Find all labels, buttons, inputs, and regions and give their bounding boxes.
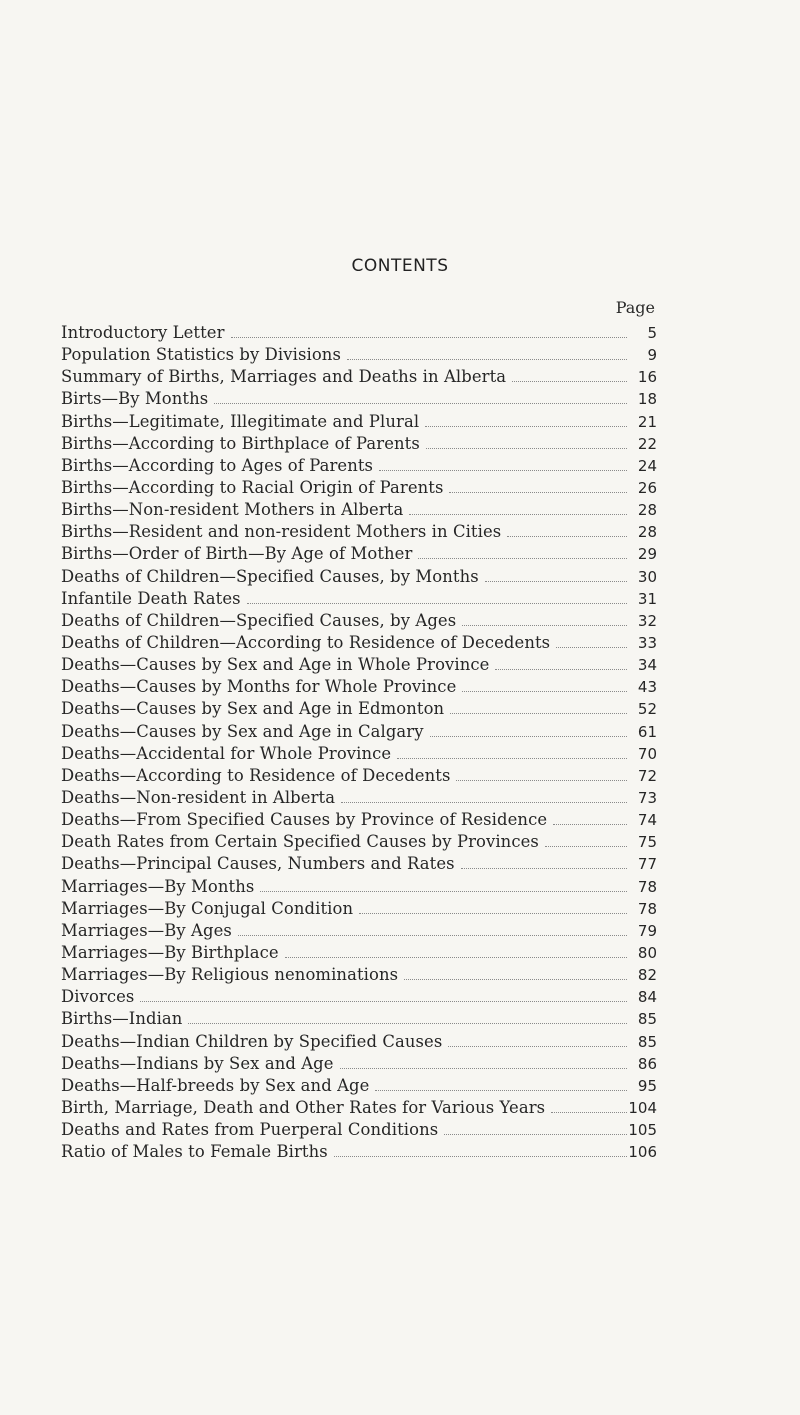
toc-entry-title: Summary of Births, Marriages and Deaths in Alberta xyxy=(61,367,507,387)
toc-entry-title: Deaths—Accidental for Whole Province xyxy=(61,743,392,763)
toc-entry-title: Marriages—By Ages xyxy=(61,920,232,940)
toc-entry-title: Deaths—Half-breeds by Sex and Age xyxy=(61,1075,370,1095)
dot-leader xyxy=(260,891,627,892)
toc-entry-title: Death Rates from Certain Specified Causes by Provinces xyxy=(61,832,539,852)
toc-entry xyxy=(61,521,657,543)
toc-entry xyxy=(61,477,657,499)
toc-entry-page-number: 86 xyxy=(637,1054,657,1073)
toc-entry xyxy=(61,1097,657,1119)
dot-leader xyxy=(188,1023,627,1024)
toc-entry xyxy=(61,743,657,765)
toc-entry xyxy=(61,1008,657,1030)
dot-leader xyxy=(340,1068,627,1069)
toc-entry-title: Births—Legitimate, Illegitimate and Plural xyxy=(61,411,420,431)
toc-entry-page-number: 74 xyxy=(637,811,657,830)
dot-leader xyxy=(551,1112,627,1113)
dot-leader xyxy=(285,957,627,958)
toc-entry-title: Marriages—By Months xyxy=(61,876,255,896)
dot-leader xyxy=(341,802,627,803)
dot-leader xyxy=(462,625,627,626)
toc-entry xyxy=(61,831,657,853)
toc-entry xyxy=(61,676,657,698)
toc-entry xyxy=(61,366,657,388)
toc-entry-title: Infantile Death Rates xyxy=(61,588,241,608)
toc-entry-title: Deaths of Children—Specified Causes, by Ages xyxy=(61,610,457,630)
toc-entry-title: Births—Order of Birth—By Age of Mother xyxy=(61,544,413,564)
toc-entry xyxy=(61,433,657,455)
toc-entry-page-number: 21 xyxy=(637,412,657,431)
toc-entry xyxy=(61,1031,657,1053)
toc-entry-page-number: 73 xyxy=(637,788,657,807)
toc-entry-page-number: 34 xyxy=(637,656,657,675)
table-of-contents xyxy=(61,322,657,1163)
toc-entry xyxy=(61,1075,657,1097)
toc-entry xyxy=(61,455,657,477)
toc-entry xyxy=(61,986,657,1008)
toc-entry-page-number: 85 xyxy=(637,1010,657,1029)
dot-leader xyxy=(450,713,627,714)
dot-leader xyxy=(461,868,627,869)
dot-leader xyxy=(449,492,627,493)
toc-entry-page-number: 61 xyxy=(637,722,657,741)
toc-entry-title: Marriages—By Birthplace xyxy=(61,942,279,962)
page-column-header: Page xyxy=(615,298,655,317)
toc-entry-title: Deaths of Children—Specified Causes, by Months xyxy=(61,566,479,586)
toc-entry-title: Deaths—Indian Children by Specified Causes xyxy=(61,1031,443,1051)
dot-leader xyxy=(462,691,627,692)
toc-entry-page-number: 18 xyxy=(637,390,657,409)
toc-entry-page-number: 9 xyxy=(647,346,657,365)
dot-leader xyxy=(404,979,627,980)
toc-entry-title: Deaths—Indians by Sex and Age xyxy=(61,1053,334,1073)
toc-entry-page-number: 78 xyxy=(637,899,657,918)
toc-entry-page-number: 82 xyxy=(637,966,657,985)
toc-entry-title: Deaths of Children—According to Residence of Decedents xyxy=(61,632,551,652)
dot-leader xyxy=(375,1090,627,1091)
toc-entry-title: Deaths—From Specified Causes by Province of Residence xyxy=(61,810,548,830)
toc-entry-page-number: 106 xyxy=(628,1143,657,1162)
toc-entry-title: Births—According to Birthplace of Parents xyxy=(61,433,420,453)
toc-entry-title: Marriages—By Religious nenominations xyxy=(61,965,399,985)
toc-entry-page-number: 80 xyxy=(637,943,657,962)
dot-leader xyxy=(444,1134,627,1135)
dot-leader xyxy=(512,381,627,382)
toc-entry-title: Deaths and Rates from Puerperal Conditions xyxy=(61,1120,439,1140)
toc-entry xyxy=(61,388,657,410)
toc-entry-title: Births—Non-resident Mothers in Alberta xyxy=(61,500,404,520)
toc-entry xyxy=(61,721,657,743)
toc-entry-page-number: 105 xyxy=(628,1121,657,1140)
toc-entry xyxy=(61,765,657,787)
toc-entry xyxy=(61,920,657,942)
toc-entry-page-number: 70 xyxy=(637,744,657,763)
dot-leader xyxy=(430,736,627,737)
dot-leader xyxy=(238,935,627,936)
toc-entry-page-number: 104 xyxy=(628,1098,657,1117)
toc-entry xyxy=(61,876,657,898)
dot-leader xyxy=(495,669,627,670)
toc-entry-page-number: 72 xyxy=(637,766,657,785)
toc-entry xyxy=(61,1053,657,1075)
dot-leader xyxy=(456,780,627,781)
toc-entry-page-number: 52 xyxy=(637,700,657,719)
toc-entry xyxy=(61,411,657,433)
toc-entry-title: Births—According to Racial Origin of Parents xyxy=(61,477,444,497)
toc-entry-title: Birth, Marriage, Death and Other Rates for Various Years xyxy=(61,1097,546,1117)
toc-entry xyxy=(61,698,657,720)
toc-entry-page-number: 22 xyxy=(637,434,657,453)
dot-leader xyxy=(247,603,627,604)
dot-leader xyxy=(347,359,627,360)
dot-leader xyxy=(334,1156,627,1157)
toc-entry-page-number: 84 xyxy=(637,988,657,1007)
toc-entry-title: Deaths—Non-resident in Alberta xyxy=(61,787,336,807)
toc-entry-title: Divorces xyxy=(61,987,135,1007)
dot-leader xyxy=(507,536,627,537)
dot-leader xyxy=(379,470,627,471)
toc-entry-page-number: 32 xyxy=(637,611,657,630)
toc-entry-page-number: 30 xyxy=(637,567,657,586)
toc-entry-page-number: 77 xyxy=(637,855,657,874)
toc-entry-page-number: 31 xyxy=(637,589,657,608)
toc-entry-page-number: 33 xyxy=(637,633,657,652)
toc-entry-page-number: 24 xyxy=(637,456,657,475)
toc-entry xyxy=(61,499,657,521)
toc-entry xyxy=(61,787,657,809)
dot-leader xyxy=(397,758,627,759)
toc-entry xyxy=(61,809,657,831)
dot-leader xyxy=(485,581,627,582)
dot-leader xyxy=(140,1001,627,1002)
toc-entry xyxy=(61,898,657,920)
dot-leader xyxy=(409,514,627,515)
toc-entry-page-number: 5 xyxy=(647,324,657,342)
toc-entry-page-number: 79 xyxy=(637,921,657,940)
toc-entry-page-number: 26 xyxy=(637,478,657,497)
toc-entry-title: Deaths—Causes by Sex and Age in Calgary xyxy=(61,721,424,741)
toc-entry xyxy=(61,566,657,588)
toc-entry-page-number: 43 xyxy=(637,678,657,697)
toc-entry-title: Deaths—Principal Causes, Numbers and Rates xyxy=(61,854,455,874)
toc-entry xyxy=(61,964,657,986)
dot-leader xyxy=(545,846,627,847)
toc-entry-title: Deaths—Causes by Sex and Age in Whole Province xyxy=(61,655,490,675)
toc-entry-title: Population Statistics by Divisions xyxy=(61,345,341,365)
toc-entry xyxy=(61,632,657,654)
toc-entry xyxy=(61,543,657,565)
dot-leader xyxy=(425,426,627,427)
toc-entry xyxy=(61,322,657,344)
toc-entry-page-number: 85 xyxy=(637,1032,657,1051)
toc-entry-page-number: 75 xyxy=(637,833,657,852)
toc-entry-title: Marriages—By Conjugal Condition xyxy=(61,898,354,918)
toc-entry xyxy=(61,344,657,366)
toc-entry-title: Birts—By Months xyxy=(61,389,209,409)
toc-entry xyxy=(61,654,657,676)
page-title: CONTENTS xyxy=(351,256,449,276)
toc-entry-page-number: 29 xyxy=(637,545,657,564)
dot-leader xyxy=(418,558,627,559)
toc-entry-page-number: 28 xyxy=(637,523,657,542)
toc-entry xyxy=(61,610,657,632)
toc-entry-page-number: 78 xyxy=(637,877,657,896)
toc-entry-title: Deaths—Causes by Months for Whole Province xyxy=(61,677,457,697)
toc-entry-page-number: 28 xyxy=(637,501,657,520)
toc-entry-page-number: 95 xyxy=(637,1076,657,1095)
dot-leader xyxy=(553,824,627,825)
toc-entry-title: Introductory Letter xyxy=(61,323,225,342)
dot-leader xyxy=(448,1046,627,1047)
dot-leader xyxy=(359,913,627,914)
toc-entry xyxy=(61,942,657,964)
toc-entry-page-number: 16 xyxy=(637,368,657,387)
toc-entry xyxy=(61,588,657,610)
toc-entry-title: Births—Indian xyxy=(61,1009,183,1029)
dot-leader xyxy=(426,448,627,449)
toc-entry-title: Births—Resident and non-resident Mothers in Cities xyxy=(61,522,502,542)
dot-leader xyxy=(231,337,627,338)
toc-entry-title: Deaths—According to Residence of Decedents xyxy=(61,765,451,785)
toc-entry-title: Ratio of Males to Female Births xyxy=(61,1142,328,1162)
toc-entry xyxy=(61,1141,657,1163)
dot-leader xyxy=(214,403,627,404)
toc-entry xyxy=(61,853,657,875)
toc-entry-title: Deaths—Causes by Sex and Age in Edmonton xyxy=(61,699,445,719)
toc-entry xyxy=(61,1119,657,1141)
toc-entry-title: Births—According to Ages of Parents xyxy=(61,455,374,475)
dot-leader xyxy=(556,647,627,648)
